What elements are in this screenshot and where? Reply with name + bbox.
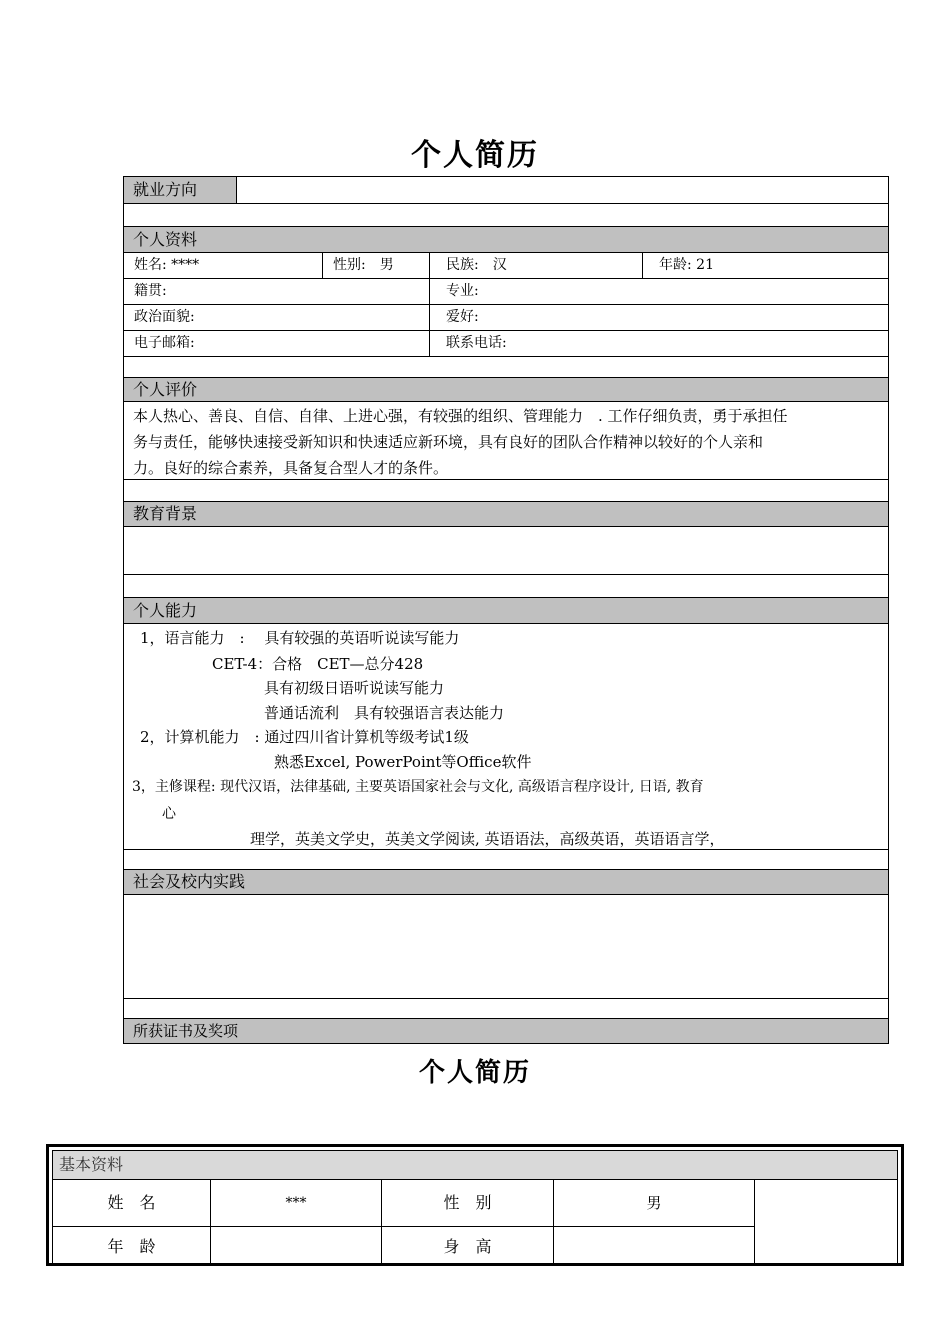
job-direction-value — [236, 177, 888, 203]
ability-line: 1，语言能力 : 具有较强的英语听说读写能力 — [140, 629, 460, 647]
name-value: *** — [285, 1195, 307, 1211]
spacer-row — [123, 479, 889, 502]
self-evaluation-line: 力。良好的综合素养，具备复合型人才的条件。 — [133, 459, 449, 477]
gender-field: 性别: 男 — [322, 253, 429, 278]
hobby-field: 爱好: — [429, 305, 888, 330]
spacer-row — [123, 849, 889, 870]
age-label: 年 龄 — [107, 1237, 156, 1256]
ability-line: 具有初级日语听说读写能力 — [264, 679, 445, 697]
self-evaluation-line: 本人热心、善良、自信、自律、上进心强，有较强的组织、管理能力 . 工作仔细负责，勇于承担任 — [133, 407, 788, 425]
height-label: 身 高 — [443, 1237, 492, 1256]
practice-content — [123, 894, 889, 999]
self-evaluation-text — [123, 401, 889, 480]
self-evaluation-line: 务与责任，能够快速接受新知识和快速适应新环境，具有良好的团队合作精神以较好的个人亲和 — [133, 433, 764, 451]
native-place-field: 籍贯: — [134, 283, 167, 299]
ability-line: 熟悉Excel, PowerPoint等Office软件 — [274, 753, 532, 771]
name-label: 姓 名 — [107, 1193, 156, 1212]
ability-line: 心 — [162, 806, 176, 822]
personal-info-row-4 — [123, 330, 889, 357]
spacer-row — [123, 203, 889, 227]
page-title-2: 个人简历 — [418, 1058, 531, 1088]
email-field: 电子邮箱: — [134, 335, 195, 351]
section-header-abilities: 个人能力 — [123, 597, 889, 624]
ability-line: CET-4：合格 CET—总分428 — [212, 655, 424, 673]
political-field: 政治面貌: — [134, 309, 195, 325]
ability-line: 普通话流利 具有较强语言表达能力 — [264, 704, 505, 722]
ability-line: 2，计算机能力 : 通过四川省计算机等级考试1级 — [140, 728, 469, 746]
gender-label: 性 别 — [443, 1193, 492, 1212]
ability-line: 3，主修课程: 现代汉语，法律基础, 主要英语国家社会与文化, 高级语言程序设计, 日语, 教育 — [132, 779, 704, 795]
page-title: 个人简历 — [411, 138, 539, 173]
gender-value: 男 — [646, 1194, 662, 1212]
ability-line: 理学，英美文学史，英美文学阅读, 英语语法，高级英语，英语语言学， — [250, 830, 725, 848]
job-direction-row — [123, 176, 889, 204]
age-field: 年龄: 21 — [642, 253, 888, 278]
name-field: 姓名: **** — [134, 257, 200, 273]
section-header-certificates: 所获证书及奖项 — [123, 1018, 889, 1044]
phone-field: 联系电话: — [429, 331, 888, 356]
section-header-self-evaluation: 个人评价 — [123, 377, 889, 402]
basic-info-table — [46, 1144, 904, 1266]
education-content — [123, 526, 889, 575]
section-header-personal-info: 个人资料 — [123, 226, 889, 253]
section-header-practice: 社会及校内实践 — [123, 869, 889, 895]
spacer-row — [123, 574, 889, 598]
section-header-basic-info: 基本资料 — [53, 1151, 897, 1180]
spacer-row — [123, 998, 889, 1019]
personal-info-row-2 — [123, 278, 889, 305]
major-field: 专业: — [429, 279, 888, 304]
personal-info-row-3 — [123, 304, 889, 331]
abilities-content — [123, 623, 889, 850]
section-header-education: 教育背景 — [123, 501, 889, 527]
personal-info-row-1 — [123, 252, 889, 279]
job-direction-label: 就业方向 — [124, 177, 236, 203]
spacer-row — [123, 356, 889, 378]
ethnicity-field: 民族: 汉 — [429, 253, 642, 278]
